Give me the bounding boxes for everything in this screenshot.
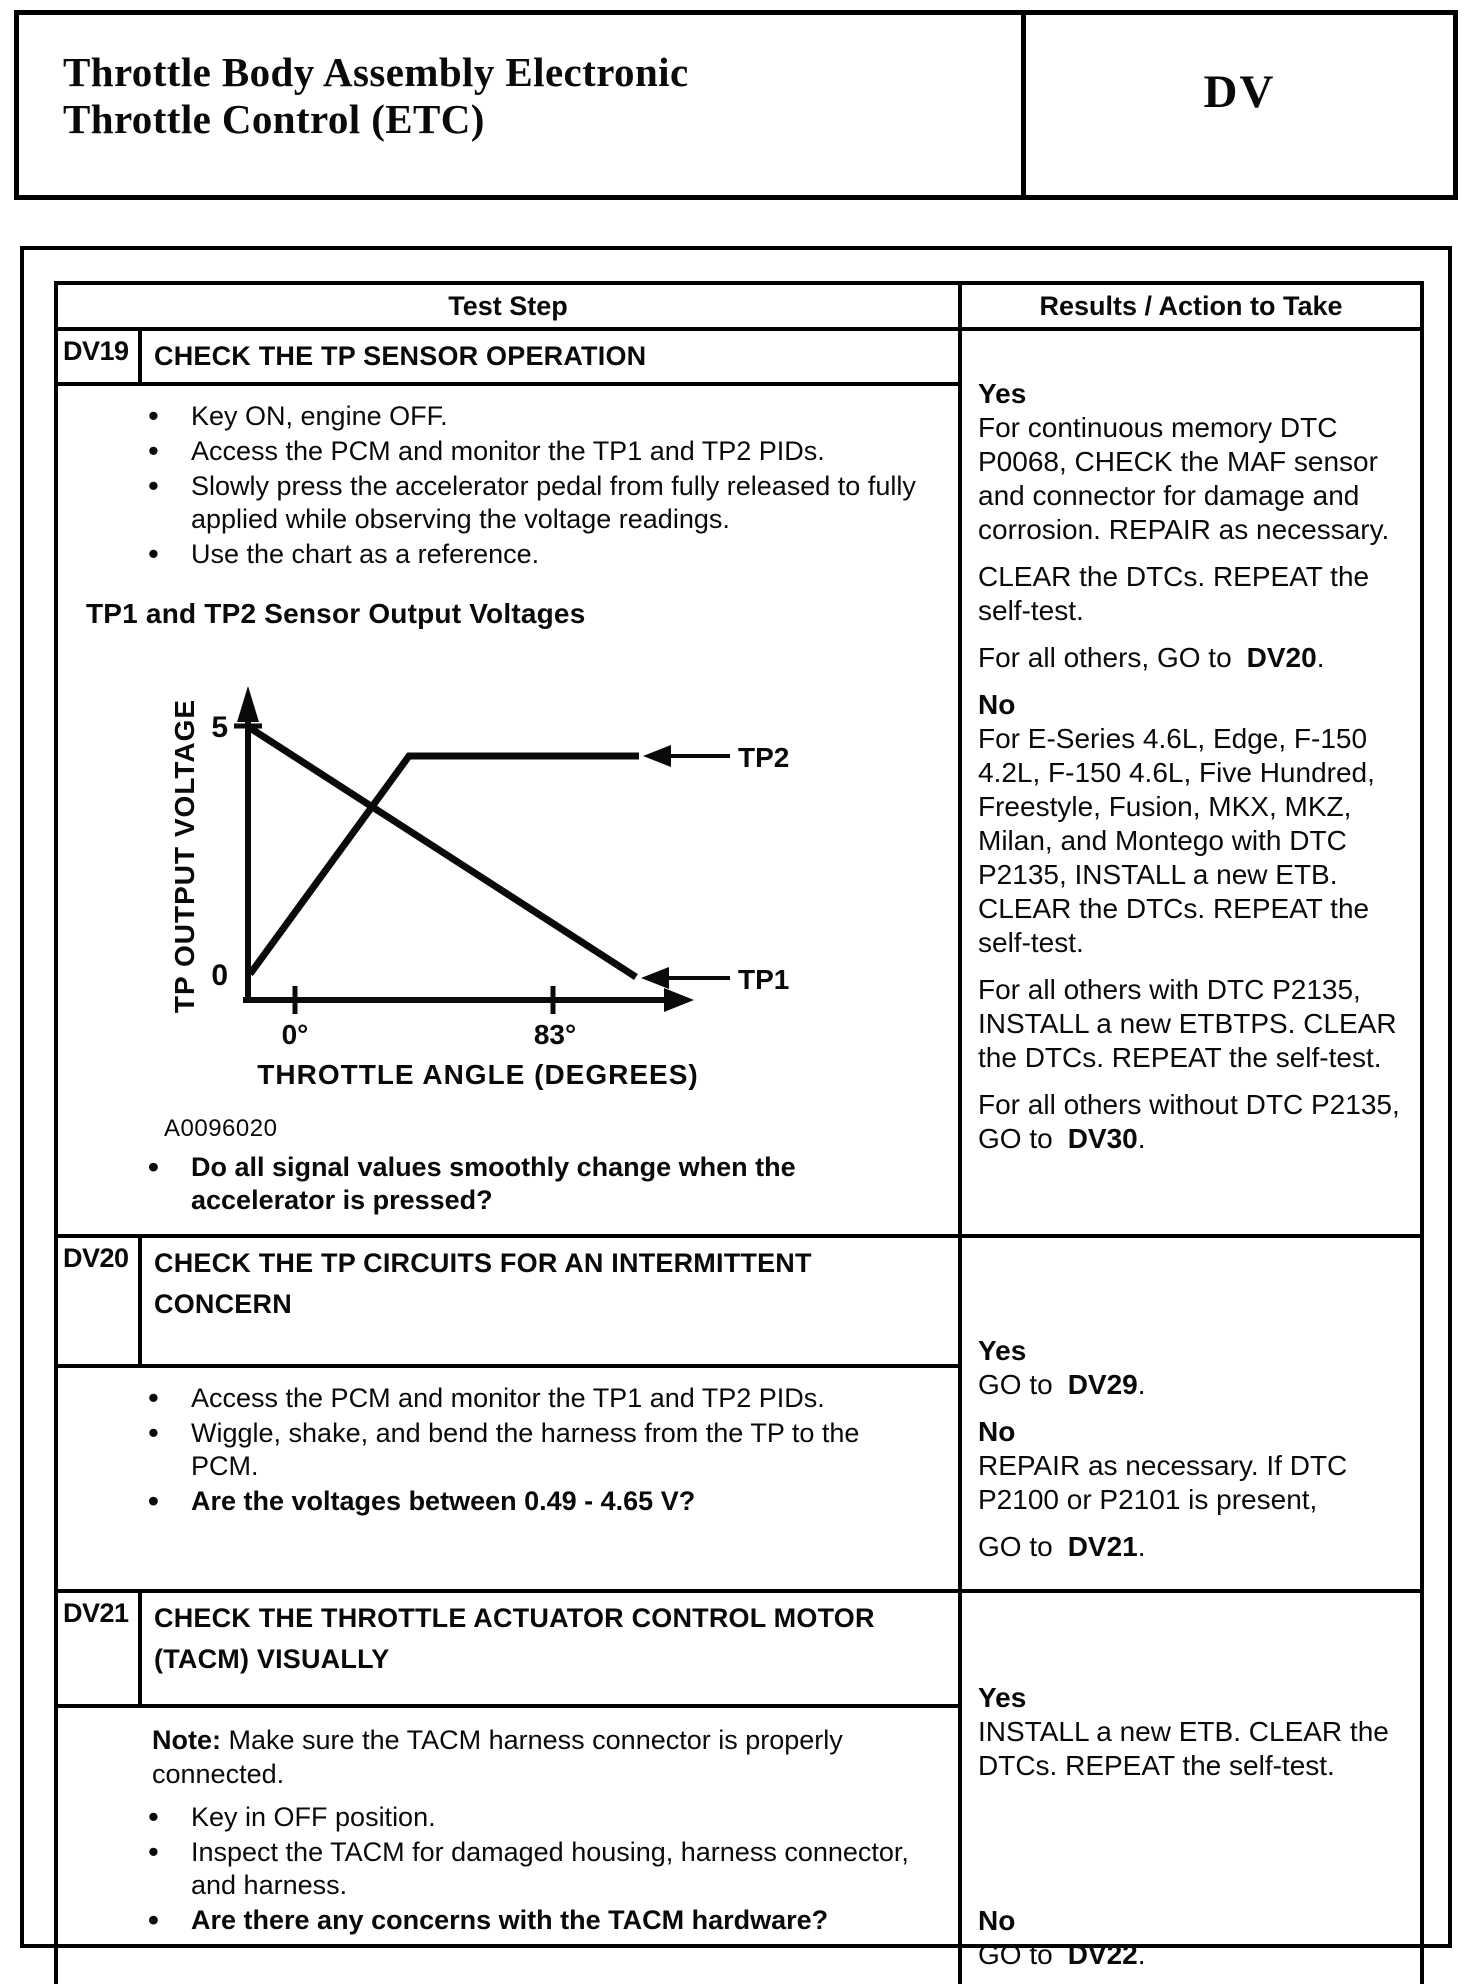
y-tick-label-0: 0: [211, 959, 228, 992]
result-paragraph: REPAIR as necessary. If DTC P2100 or P2101 is present,: [978, 1450, 1348, 1515]
tp1-line: [250, 728, 636, 977]
test-title-dv20: CHECK THE TP CIRCUITS FOR AN INTERMITTENT CONCERN: [140, 1236, 960, 1366]
x-tick-label-83deg: 83°: [533, 1019, 577, 1050]
list-item: • Slowly press the accelerator pedal from fully released to fully applied while observing the voltage readings.: [84, 470, 922, 536]
title-cell: [19, 15, 1021, 195]
results-cell-dv21: [960, 1591, 1422, 1984]
test-step-body-dv21: [56, 1706, 960, 1984]
yes-label: Yes: [978, 1682, 1027, 1713]
dv20-title-row: [56, 1236, 1422, 1366]
results-cell-dv19: [960, 329, 1422, 1236]
chart-title: TP1 and TP2 Sensor Output Voltages: [86, 598, 586, 629]
tp1-label: TP1: [738, 964, 790, 995]
x-axis-arrow-icon: [664, 988, 694, 1012]
goto-code: DV21: [1067, 1531, 1138, 1562]
test-question: • Are the voltages between 0.49 - 4.65 V?: [84, 1485, 922, 1518]
goto-code: DV22: [1067, 1939, 1138, 1970]
page-title-line1: Throttle Body Assembly Electronic: [63, 49, 689, 95]
section-code-cell: [1021, 15, 1453, 195]
y-axis-title: TP OUTPUT VOLTAGE: [169, 698, 200, 1014]
test-step-body-dv20: [56, 1366, 960, 1591]
test-title-dv21: CHECK THE THROTTLE ACTUATOR CONTROL MOTOR (TACM) VISUALLY: [140, 1591, 960, 1706]
result-goto: For all others without DTC P2135, GO to DV30.: [978, 1089, 1400, 1154]
yes-label: Yes: [978, 378, 1027, 409]
results-cell-dv20: [960, 1236, 1422, 1591]
y-tick-label-5: 5: [211, 711, 228, 744]
list-item: • Access the PCM and monitor the TP1 and TP2 PIDs.: [84, 435, 922, 468]
test-question: • Are there any concerns with the TACM hardware?: [84, 1904, 922, 1937]
no-label: No: [978, 689, 1016, 720]
dv20-step-list: [84, 1382, 922, 1518]
result-goto: GO to DV22.: [978, 1939, 1146, 1970]
list-item: • Access the PCM and monitor the TP1 and TP2 PIDs.: [84, 1382, 922, 1415]
goto-code: DV29: [1067, 1369, 1138, 1400]
table-header-row: [56, 283, 1422, 329]
tp-voltage-chart-svg: [118, 640, 818, 1106]
no-label: No: [978, 1905, 1016, 1936]
result-paragraph: For continuous memory DTC P0068, CHECK the MAF sensor and connector for damage and corrosion. REPAIR as necessary.: [978, 412, 1390, 545]
no-label: No: [978, 1416, 1016, 1447]
yes-label: Yes: [978, 1335, 1027, 1366]
result-goto: GO to DV21.: [978, 1531, 1146, 1562]
section-code: DV: [1203, 66, 1276, 118]
tp2-arrow-icon: [643, 745, 671, 767]
note-label: Note:: [152, 1724, 221, 1755]
col-header-test-step: Test Step: [56, 283, 960, 329]
test-title-dv19: CHECK THE TP SENSOR OPERATION: [140, 329, 960, 384]
tp2-label: TP2: [738, 742, 790, 773]
dv19-step-list: [84, 400, 922, 571]
title-block: [14, 10, 1458, 200]
x-axis-title: THROTTLE ANGLE (DEGREES): [257, 1059, 699, 1090]
result-paragraph: INSTALL a new ETB. CLEAR the DTCs. REPEAT the self-test.: [978, 1716, 1389, 1781]
test-id-dv21: DV21: [56, 1591, 140, 1706]
dv19-title-row: [56, 329, 1422, 384]
test-id-dv19: DV19: [56, 329, 140, 384]
test-question: • Do all signal values smoothly change when the accelerator is pressed?: [84, 1151, 922, 1217]
dv21-title-row: [56, 1591, 1422, 1706]
tp1-arrow-icon: [641, 967, 669, 989]
result-paragraph: For all others with DTC P2135, INSTALL a new ETBTPS. CLEAR the DTCs. REPEAT the self-test.: [978, 974, 1397, 1073]
list-item: • Key in OFF position.: [84, 1801, 922, 1834]
results-spacer: [978, 1796, 1400, 1904]
list-item: • Key ON, engine OFF.: [84, 400, 922, 433]
note-paragraph: Note: Make sure the TACM harness connector is properly connected.: [152, 1724, 843, 1789]
pinpoint-test-frame: [20, 246, 1452, 1970]
pinpoint-test-table: [54, 281, 1424, 1984]
test-step-body-dv19: [56, 384, 960, 1236]
list-item: • Inspect the TACM for damaged housing, harness connector, and harness.: [84, 1836, 922, 1902]
col-header-results: Results / Action to Take: [960, 283, 1422, 329]
goto-code: DV30: [1067, 1123, 1138, 1154]
result-paragraph: For E-Series 4.6L, Edge, F-150 4.2L, F-150 4.6L, Five Hundred, Freestyle, Fusion, MKX, MKZ, Milan, and Montego with DTC P2135, INSTALL a new ETB. CLEAR the DTCs. REPEAT the self-test.: [978, 723, 1375, 958]
x-tick-label-0deg: 0°: [281, 1019, 309, 1050]
test-id-dv20: DV20: [56, 1236, 140, 1366]
list-item: • Use the chart as a reference.: [84, 538, 922, 571]
dv21-step-list: [84, 1801, 922, 1937]
page-title: [63, 49, 1001, 142]
tp-voltage-chart: [118, 640, 922, 1113]
result-goto: For all others, GO to DV20.: [978, 642, 1325, 673]
y-axis-arrow-icon: [237, 686, 259, 722]
page-title-line2: Throttle Control (ETC): [63, 95, 485, 142]
dv19-question-list: [84, 1151, 922, 1217]
result-paragraph: CLEAR the DTCs. REPEAT the self-test.: [978, 561, 1370, 626]
goto-code: DV20: [1246, 642, 1317, 673]
result-goto: GO to DV29.: [978, 1369, 1146, 1400]
list-item: • Wiggle, shake, and bend the harness from the TP to the PCM.: [84, 1417, 922, 1483]
figure-id: A0096020: [164, 1115, 278, 1142]
